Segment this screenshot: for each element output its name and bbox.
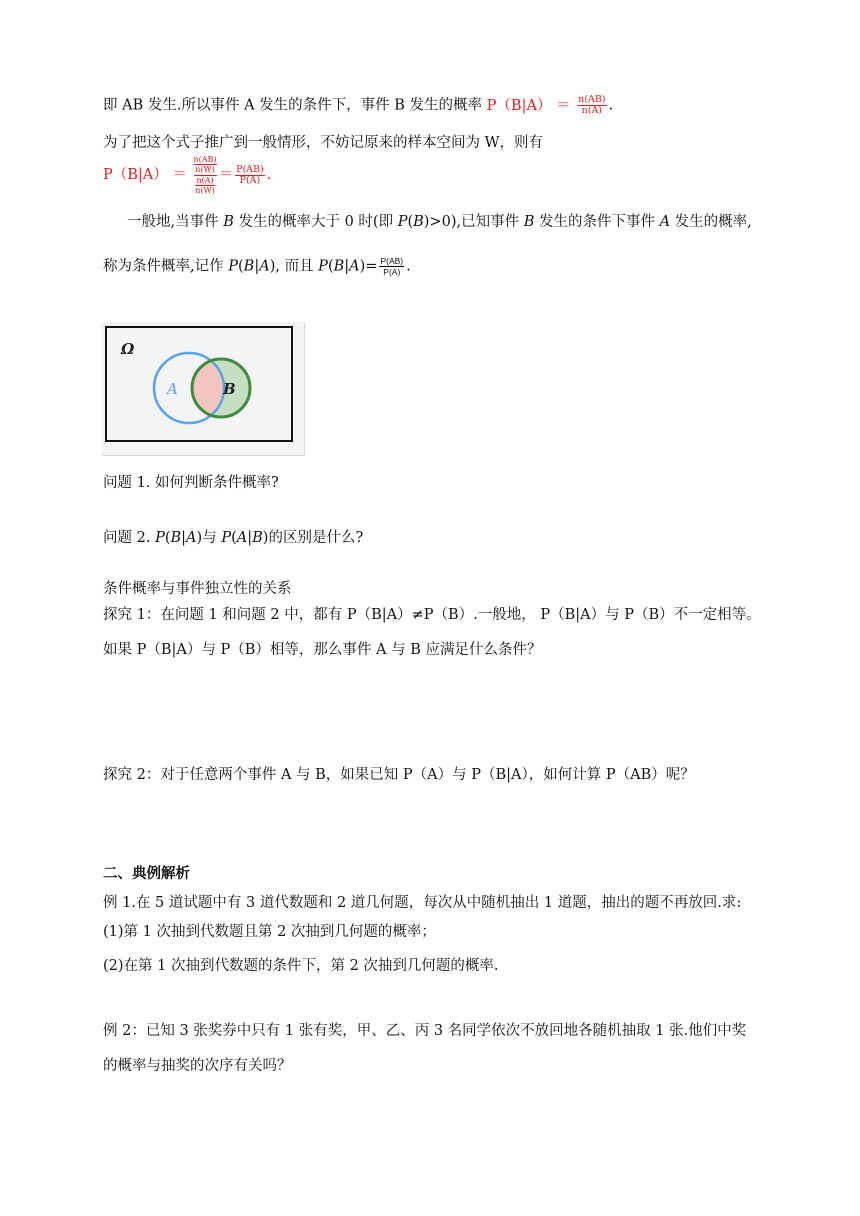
formula-lhs: P（B|A） ＝	[486, 97, 576, 114]
label-a: A	[167, 380, 178, 398]
question-2: 问题 2. P(B|A)与 P(A|B)的区别是什么?	[103, 530, 364, 546]
explore-1-line-a: 探究 1：在问题 1 和问题 2 中，都有 P（B|A）≠P（B）.一般地， P（B|A）与 P（B）不一定相等。	[103, 607, 761, 623]
line1-text: 即 AB 发生.所以事件 A 发生的条件下，事件 B 发生的概率	[103, 97, 487, 114]
explore-1-line-b: 如果 P（B|A）与 P（B）相等，那么事件 A 与 B 应满足什么条件？	[103, 642, 542, 658]
example-1-question-1: (1)第 1 次抽到代数题且第 2 次抽到几何题的概率；	[103, 924, 436, 940]
compound-numerator	[194, 155, 217, 176]
definition-line-2: 称为条件概率,记作 P(B|A), 而且 P(B|A)= $\frac{P(AB)}{P(A)}$ .	[103, 256, 411, 277]
inner-numerator: n(AB)	[193, 155, 217, 164]
example-2-line-b: 的概率与抽奖的次序有关吗？	[103, 1058, 292, 1074]
equals-sign: ＝	[218, 167, 234, 183]
omega-label: Ω	[121, 340, 135, 358]
question-1: 问题 1. 如何判断条件概率?	[103, 475, 279, 491]
fraction-pab-over-pa: $\frac{P(AB)}{P(A)}$	[380, 256, 404, 277]
formula-p-b-given-a	[486, 94, 609, 116]
venn-svg	[101, 322, 304, 455]
fraction-numerator: P(AB)	[236, 163, 264, 175]
inner-numerator: n(A)	[196, 176, 214, 185]
text-line-1	[103, 95, 613, 116]
text-line-2	[103, 133, 543, 153]
fraction-numerator: n(AB)	[578, 94, 606, 105]
example-1-question-2: (2)在第 1 次抽到代数题的条件下，第 2 次抽到几何题的概率.	[103, 958, 499, 974]
example-2-line-a: 例 2：已知 3 张奖券中只有 1 张有奖，甲、乙、丙 3 名同学依次不放回地各随机抽取 1 张.他们中奖	[103, 1023, 747, 1039]
inner-denominator: n(W)	[195, 186, 215, 195]
line2-text: 为了把这个式子推广到一般情形，不妨记原来的样本空间为 W，则有	[103, 135, 544, 151]
fraction-pab-over-pa	[235, 165, 265, 186]
fraction-nab-over-na	[577, 95, 606, 116]
explore-2: 探究 2：对于任意两个事件 A 与 B，如果已知 P（A）与 P（B|A），如何计算 P（AB）呢？	[103, 767, 695, 783]
example-1-intro: 例 1.在 5 道试题中有 3 道代数题和 2 道几何题，每次从中随机抽出 1 道题，抽出的题不再放回.求:	[103, 895, 742, 911]
section-2-title: 二、典例解析	[103, 866, 190, 882]
formula-lhs: P（B|A） ＝	[103, 167, 192, 183]
definition-line-1: 一般地,当事件 B 发生的概率大于 0 时(即 P(B)>0),已知事件 B 发生的条件下事件 A 发生的概率,	[127, 214, 752, 230]
fraction-denominator: P(A)	[239, 174, 261, 186]
formula-line-3	[103, 155, 271, 195]
section-relation-title: 条件概率与事件独立性的关系	[103, 581, 292, 597]
line3-end: .	[266, 167, 272, 183]
compound-denominator	[195, 176, 215, 195]
line1-end: .	[608, 97, 614, 114]
inner-denominator: n(W)	[195, 165, 215, 174]
label-b: B	[223, 380, 236, 398]
compound-fraction	[194, 155, 217, 195]
fraction-denominator: n(A)	[581, 105, 603, 116]
venn-diagram	[101, 322, 304, 455]
